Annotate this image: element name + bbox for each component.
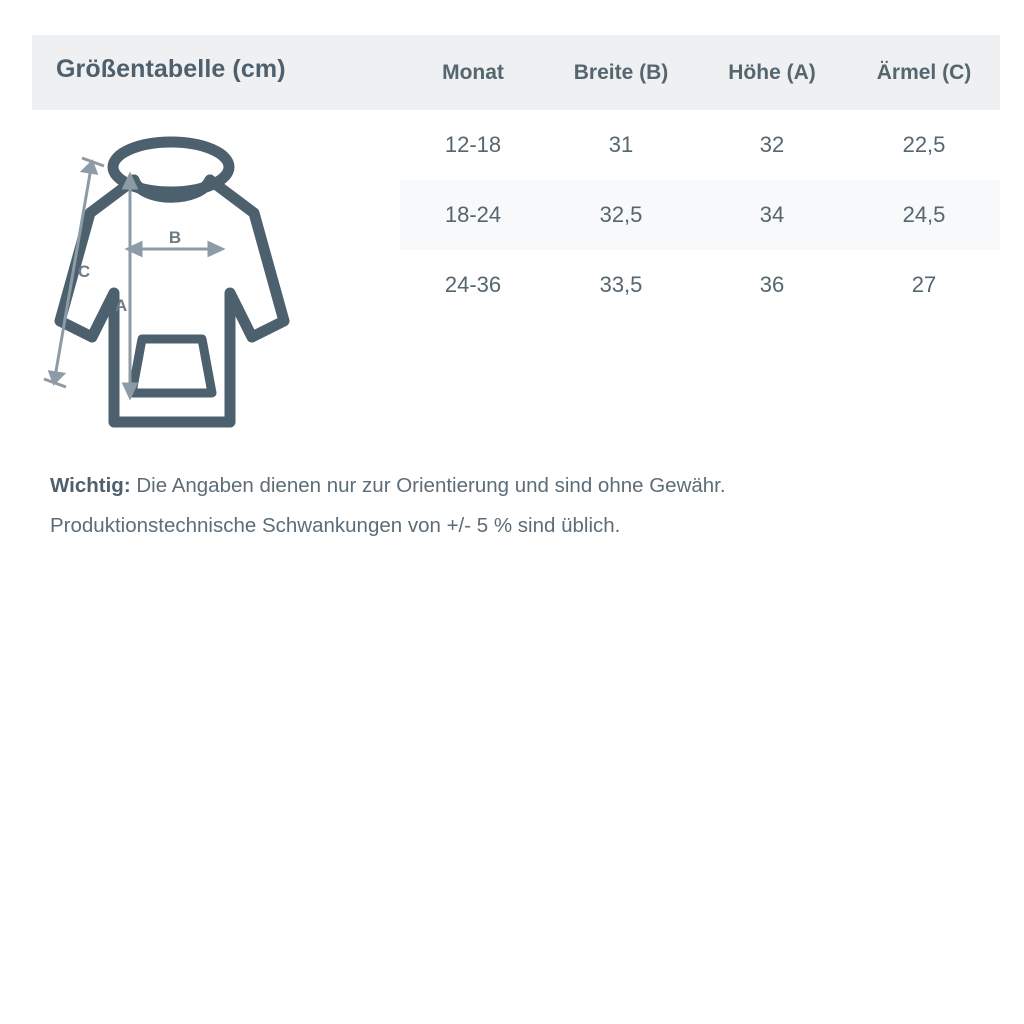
table-header [400, 35, 1000, 110]
page-title: Größentabelle (cm) [56, 55, 286, 83]
disclaimer-lead: Wichtig: [50, 474, 131, 497]
label-c: C [77, 262, 91, 281]
cell-monat: 12-18 [444, 132, 502, 157]
table-row [400, 180, 1000, 250]
cell-aermel: 22,5 [902, 132, 946, 157]
cell-monat: 18-24 [400, 180, 546, 250]
cell-aermel: 24,5 [848, 180, 1000, 250]
cell-monat: 24-36 [444, 272, 502, 297]
disclaimer-line-2: Produktionstechnische Schwankungen von +/- 5 % sind üblich. [50, 514, 621, 537]
table-header-row [400, 35, 1000, 110]
cell-hoehe: 32 [759, 132, 785, 157]
size-table [400, 35, 1000, 320]
cell-breite: 33,5 [599, 272, 643, 297]
cell-aermel: 27 [911, 272, 937, 297]
disclaimer-line-1: Die Angaben dienen nur zur Orientierung und sind ohne Gewähr. [130, 474, 726, 497]
table-body [400, 110, 1000, 320]
column-header-aermel: Ärmel (C) [876, 60, 972, 84]
cell-breite: 31 [608, 132, 634, 157]
label-a: A [114, 296, 128, 315]
column-header-breite: Breite (B) [573, 60, 669, 84]
disclaimer-note [50, 466, 980, 546]
column-header-monat: Monat [442, 60, 504, 84]
table-row [400, 250, 1000, 320]
column-header-hoehe: Höhe (A) [728, 60, 816, 84]
label-b: B [168, 228, 182, 247]
pocket-shape [132, 339, 212, 393]
hoodie-shape [60, 142, 284, 422]
cell-breite: 32,5 [546, 180, 696, 250]
hoodie-illustration [30, 125, 410, 455]
cell-hoehe: 36 [759, 272, 785, 297]
cell-hoehe: 34 [696, 180, 848, 250]
table-row [400, 110, 1000, 180]
